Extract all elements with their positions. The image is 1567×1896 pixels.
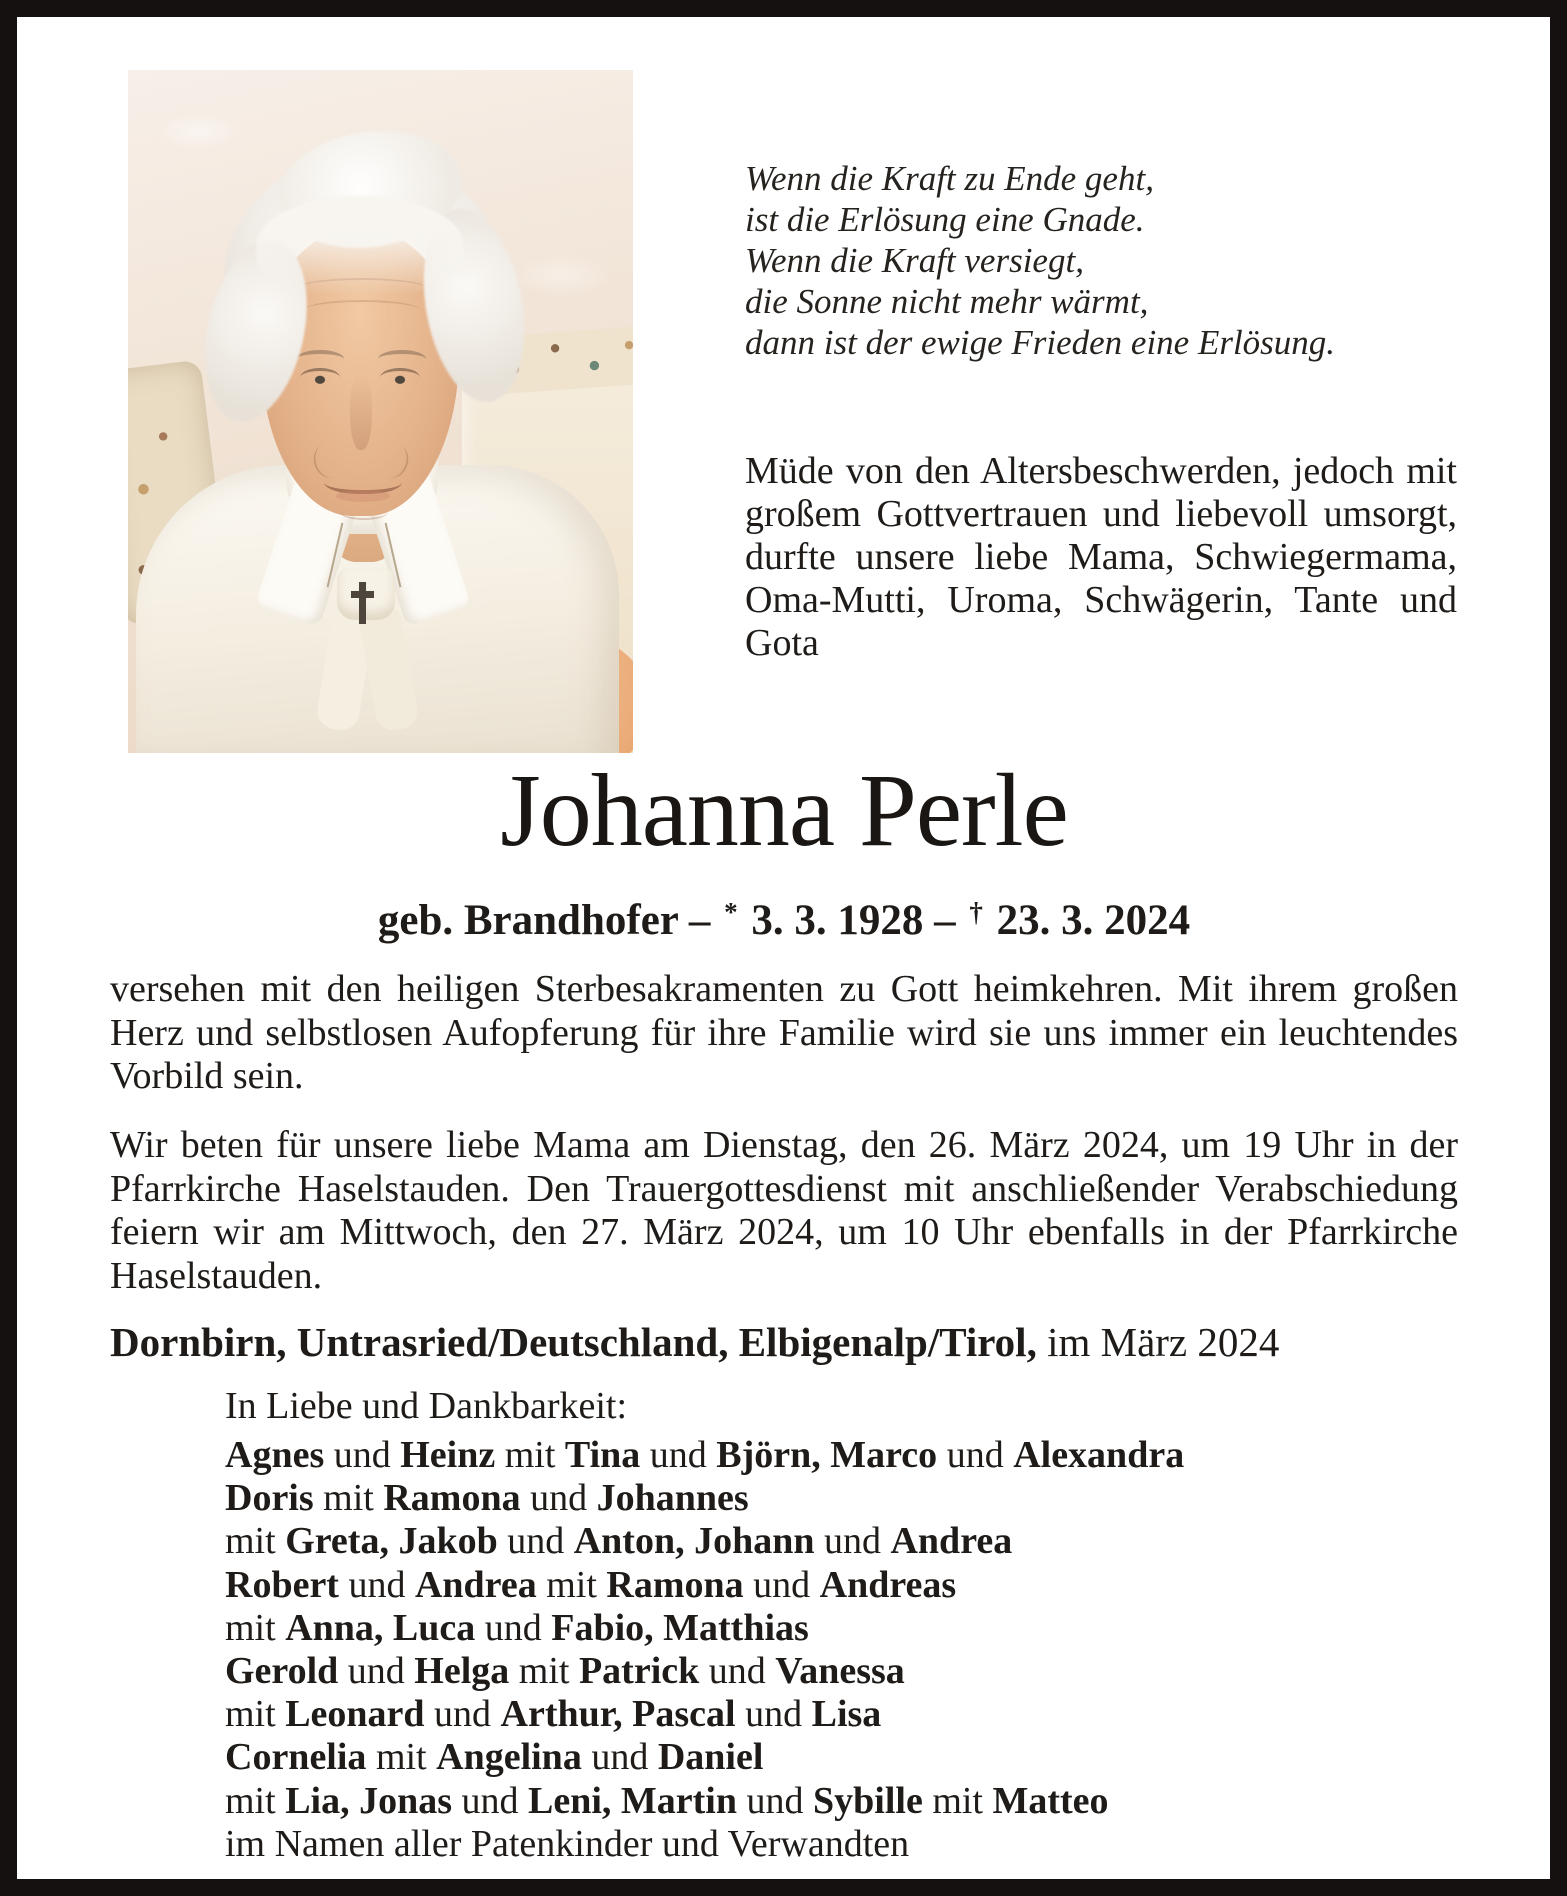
family-line xyxy=(225,1564,1465,1607)
family-member-name: Sybille xyxy=(813,1779,923,1822)
family-member-name: Tina xyxy=(564,1434,641,1476)
location-month: im März 2024 xyxy=(1036,1319,1280,1365)
lower-lip xyxy=(336,490,390,502)
family-line xyxy=(225,1434,1465,1477)
family-member-name: Leni, Martin xyxy=(528,1779,737,1822)
connector-word: und xyxy=(497,1520,574,1563)
connector-word: mit xyxy=(225,1606,286,1649)
deceased-name: Johanna Perle xyxy=(500,753,1068,868)
connector-word: und xyxy=(743,1563,820,1606)
family-member-name: Heinz xyxy=(400,1434,496,1476)
connector-word: und xyxy=(338,1650,415,1693)
connector-word: und xyxy=(814,1520,891,1563)
portrait-photo xyxy=(128,70,633,753)
death-dagger-symbol: † xyxy=(969,897,983,927)
family-member-name: Leonard xyxy=(285,1693,425,1736)
family-member-name: Ramona xyxy=(606,1563,744,1606)
eyebrow-left xyxy=(296,350,344,368)
birth-death-line xyxy=(110,896,1458,950)
gratitude-heading: In Liebe und Dankbarkeit: xyxy=(225,1385,628,1427)
cross-pendant xyxy=(359,582,366,624)
chin-crease xyxy=(340,504,388,520)
family-member-name: Fabio, Matthias xyxy=(551,1606,809,1649)
closing-line: im Namen aller Patenkinder und Verwandten xyxy=(225,1822,910,1865)
poem-line: dann ist der ewige Frieden eine Erlösung. xyxy=(745,323,1336,362)
family-member-name: Andrea xyxy=(414,1563,537,1606)
nose xyxy=(350,372,372,450)
family-member-name: Anna, Luca xyxy=(285,1606,476,1649)
family-line xyxy=(225,1607,1465,1650)
family-member-name: Andreas xyxy=(819,1563,957,1606)
family-member-name: Greta, Jakob xyxy=(285,1520,498,1563)
family-member-name: Lisa xyxy=(811,1693,882,1736)
family-line xyxy=(225,1477,1465,1520)
family-member-name: Doris xyxy=(225,1477,314,1520)
family-member-name: Daniel xyxy=(657,1736,764,1779)
memorial-poem xyxy=(745,158,1470,363)
hair-fringe xyxy=(256,196,464,296)
connector-word: und xyxy=(324,1434,401,1476)
family-member-name: Angelina xyxy=(436,1736,582,1779)
eye-left xyxy=(300,368,340,387)
family-line xyxy=(225,1650,1465,1693)
location-date-line xyxy=(110,1318,1458,1366)
connector-word: mit xyxy=(922,1779,993,1822)
body-paragraph-1: versehen mit den heiligen Sterbesakramenten zu Gott heimkehren. Mit ihrem großen Herz und selbstlosen Aufopferung für ihre Familie wird sie uns immer ein leuchtendes Vorbild sein. xyxy=(110,968,1458,1097)
connector-word: mit xyxy=(225,1693,286,1736)
family-line xyxy=(225,1693,1465,1736)
connector-word: und xyxy=(735,1693,812,1736)
death-date: 23. 3. 2024 xyxy=(996,897,1191,944)
body-paragraph-2: Wir beten für unsere liebe Mama am Dienstag, den 26. März 2024, um 19 Uhr in der Pfarrkirche Haselstauden. Den Trauergottesdienst mit anschließender Verabschiedung feiern wir am Mittwoch, den 27. März 2024, um 10 Uhr ebenfalls in der Pfarrkirche Haselstauden. xyxy=(110,1124,1458,1297)
birth-date: 3. 3. 1928 – xyxy=(751,897,956,944)
family-member-name: Björn, Marco xyxy=(716,1434,938,1476)
family-member-name: Ramona xyxy=(383,1477,521,1520)
connector-word: und xyxy=(520,1477,597,1520)
connector-word: und xyxy=(475,1606,552,1649)
family-member-name: Agnes xyxy=(225,1434,325,1476)
poem-line: ist die Erlösung eine Gnade. xyxy=(745,200,1145,239)
family-member-name: Lia, Jonas xyxy=(285,1779,453,1822)
family-member-name: Vanessa xyxy=(775,1650,905,1693)
birth-star-symbol: * xyxy=(724,897,738,927)
family-member-name: Alexandra xyxy=(1013,1434,1185,1476)
poem-line: Wenn die Kraft zu Ende geht, xyxy=(745,159,1154,198)
family-member-name: Johannes xyxy=(596,1477,749,1520)
connector-word: und xyxy=(737,1779,813,1822)
connector-word: mit xyxy=(509,1650,579,1693)
connector-word: mit xyxy=(313,1477,384,1520)
family-member-name: Anton, Johann xyxy=(573,1520,815,1563)
forehead-wrinkle xyxy=(304,300,420,320)
maiden-name: geb. Brandhofer – xyxy=(377,897,711,944)
connector-word: mit xyxy=(225,1520,286,1563)
family-member-name: Helga xyxy=(414,1650,510,1693)
connector-word: mit xyxy=(225,1779,286,1822)
connector-word: und xyxy=(424,1693,501,1736)
connector-word: und xyxy=(699,1650,776,1693)
connector-word: und xyxy=(640,1434,717,1476)
eye-right xyxy=(380,368,420,387)
family-member-name: Cornelia xyxy=(225,1736,367,1779)
poem-line: Wenn die Kraft versiegt, xyxy=(745,241,1084,280)
family-member-name: Patrick xyxy=(578,1650,700,1693)
connector-word: mit xyxy=(495,1434,565,1476)
connector-word: und xyxy=(581,1736,658,1779)
connector-word: und xyxy=(937,1434,1014,1476)
family-line xyxy=(225,1520,1465,1563)
intro-paragraph: Müde von den Altersbeschwerden, jedoch mit großem Gottvertrauen und liebevoll umsorgt, durfte unsere liebe Mama, Schwiegermama, Oma-Mutti, Uroma, Schwägerin, Tante und Gota xyxy=(745,450,1457,664)
eyebrow-right xyxy=(378,350,426,368)
family-member-name: Robert xyxy=(225,1563,339,1606)
family-member-name: Arthur, Pascal xyxy=(500,1693,736,1736)
connector-word: und xyxy=(452,1779,529,1822)
connector-word: und xyxy=(338,1563,415,1606)
family-list xyxy=(225,1434,1465,1866)
family-member-name: Andrea xyxy=(890,1520,1013,1563)
poem-line: die Sonne nicht mehr wärmt, xyxy=(745,282,1149,321)
family-line xyxy=(225,1736,1465,1779)
family-member-name: Gerold xyxy=(225,1650,339,1693)
family-line xyxy=(225,1780,1465,1823)
location-names: Dornbirn, Untrasried/Deutschland, Elbigenalp/Tirol, xyxy=(110,1319,1037,1365)
connector-word: mit xyxy=(366,1736,437,1779)
family-member-name: Matteo xyxy=(992,1779,1109,1822)
connector-word: mit xyxy=(536,1563,607,1606)
